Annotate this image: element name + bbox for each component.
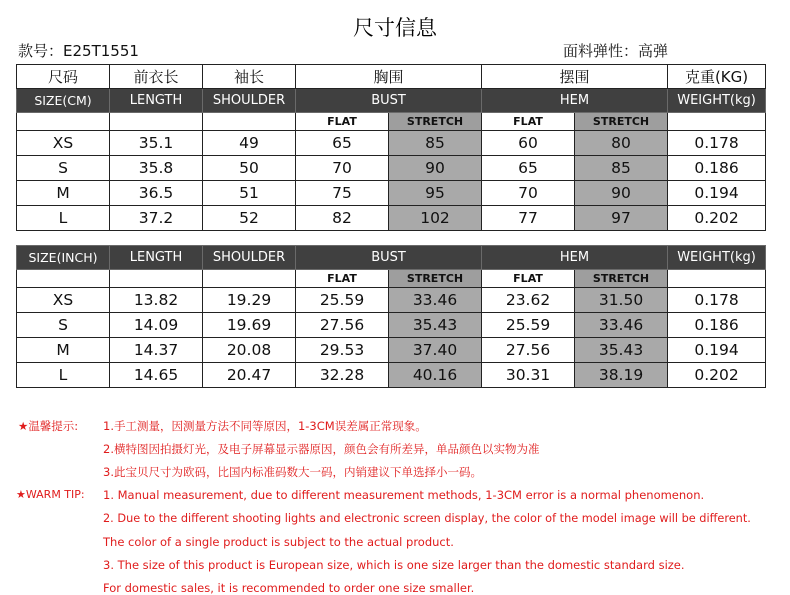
en-note-line: For domestic sales, it is recommended to order one size smaller. [103, 581, 475, 595]
bust-stretch-cell: 90 [389, 156, 482, 181]
length-cell: 36.5 [110, 181, 203, 206]
table-row [17, 181, 766, 206]
length-cell: 13.82 [110, 288, 203, 313]
table-row [17, 156, 766, 181]
length-cell: 14.37 [110, 338, 203, 363]
shoulder-cell: 49 [203, 131, 296, 156]
size-cell: M [17, 338, 110, 363]
en-note-line: 1. Manual measurement, due to different measurement methods, 1-3CM error is a normal phenomenon. [103, 488, 705, 502]
header-bust: BUST [296, 89, 482, 113]
sub-header-row [17, 270, 766, 288]
header-shoulder: SHOULDER [203, 246, 296, 270]
en-header-row [17, 89, 766, 113]
shoulder-cell: 20.08 [203, 338, 296, 363]
shoulder-cell: 52 [203, 206, 296, 231]
bust-stretch-cell: 95 [389, 181, 482, 206]
fabric-elasticity: 面料弹性：高弹 [563, 42, 669, 60]
bust-stretch-cell: 102 [389, 206, 482, 231]
sub-header-stretch: STRETCH [575, 113, 668, 131]
star-icon: ★ [18, 419, 29, 433]
size-cell: XS [17, 131, 110, 156]
cn-header-row [17, 65, 766, 89]
hem-flat-cell: 30.31 [482, 363, 575, 388]
sub-header-row [17, 113, 766, 131]
hem-flat-cell: 25.59 [482, 313, 575, 338]
shoulder-cell: 19.29 [203, 288, 296, 313]
cn-note-line: 1.手工测量，因测量方法不同等原因，1-3CM误差属正常现象。 [103, 419, 427, 433]
bust-flat-cell: 29.53 [296, 338, 389, 363]
hem-flat-cell: 27.56 [482, 338, 575, 363]
table-row [17, 206, 766, 231]
hem-flat-cell: 77 [482, 206, 575, 231]
bust-stretch-cell: 40.16 [389, 363, 482, 388]
hem-flat-cell: 65 [482, 156, 575, 181]
page-title: 尺寸信息 [353, 16, 437, 40]
hem-flat-cell: 70 [482, 181, 575, 206]
header-length: LENGTH [110, 89, 203, 113]
shoulder-cell: 50 [203, 156, 296, 181]
weight-cell: 0.186 [668, 313, 766, 338]
header-bust: BUST [296, 246, 482, 270]
size-cell: S [17, 156, 110, 181]
bust-stretch-cell: 33.46 [389, 288, 482, 313]
hem-stretch-cell: 80 [575, 131, 668, 156]
en-note-line: 3. The size of this product is European size, which is one size larger than the domestic standard size. [103, 558, 685, 572]
hem-stretch-cell: 38.19 [575, 363, 668, 388]
cn-header-size: 尺码 [17, 65, 110, 89]
length-cell: 35.8 [110, 156, 203, 181]
en-tip-label: ★WARM TIP: [16, 488, 85, 501]
header-weight: WEIGHT(kg) [668, 89, 766, 113]
length-cell: 14.65 [110, 363, 203, 388]
sub-header-flat: FLAT [296, 113, 389, 131]
hem-flat-cell: 23.62 [482, 288, 575, 313]
cn-header-sleeve: 袖长 [203, 65, 296, 89]
bust-stretch-cell: 35.43 [389, 313, 482, 338]
cn-tip-label: ★温馨提示: [18, 419, 79, 433]
cn-header-length: 前衣长 [110, 65, 203, 89]
sub-header-flat: FLAT [482, 113, 575, 131]
table-row [17, 363, 766, 388]
bust-stretch-cell: 85 [389, 131, 482, 156]
star-icon: ★ [16, 488, 26, 501]
shoulder-cell: 20.47 [203, 363, 296, 388]
sub-header-flat: FLAT [296, 270, 389, 288]
bust-flat-cell: 70 [296, 156, 389, 181]
table-row [17, 313, 766, 338]
header-shoulder: SHOULDER [203, 89, 296, 113]
size-cell: L [17, 206, 110, 231]
bust-flat-cell: 82 [296, 206, 389, 231]
en-header-row [17, 246, 766, 270]
en-note-line: 2. Due to the different shooting lights and electronic screen display, the color of the model image will be different. [103, 512, 751, 525]
hem-stretch-cell: 35.43 [575, 338, 668, 363]
weight-cell: 0.178 [668, 131, 766, 156]
header-hem: HEM [482, 89, 668, 113]
weight-cell: 0.194 [668, 338, 766, 363]
cn-note-line: 3.此宝贝尺寸为欧码，比国内标准码数大一码，内销建议下单选择小一码。 [103, 465, 482, 479]
bust-flat-cell: 25.59 [296, 288, 389, 313]
weight-cell: 0.202 [668, 363, 766, 388]
weight-cell: 0.178 [668, 288, 766, 313]
sub-header-stretch: STRETCH [389, 113, 482, 131]
shoulder-cell: 19.69 [203, 313, 296, 338]
cn-header-hem: 摆围 [482, 65, 668, 89]
table-row [17, 131, 766, 156]
cn-header-bust: 胸围 [296, 65, 482, 89]
hem-stretch-cell: 31.50 [575, 288, 668, 313]
bust-flat-cell: 65 [296, 131, 389, 156]
header-size: SIZE(CM) [17, 89, 110, 113]
table-row [17, 288, 766, 313]
style-number: 款号：E25T1551 [18, 42, 139, 60]
length-cell: 14.09 [110, 313, 203, 338]
hem-stretch-cell: 90 [575, 181, 668, 206]
length-cell: 35.1 [110, 131, 203, 156]
header-weight: WEIGHT(kg) [668, 246, 766, 270]
bust-stretch-cell: 37.40 [389, 338, 482, 363]
table-row [17, 338, 766, 363]
bust-flat-cell: 32.28 [296, 363, 389, 388]
cn-header-weight: 克重(KG) [668, 65, 766, 89]
shoulder-cell: 51 [203, 181, 296, 206]
cn-note-line: 2.横特图因拍摄灯光，及电子屏幕显示器原因，颜色会有所差异，单品颜色以实物为准 [103, 442, 540, 456]
bust-flat-cell: 27.56 [296, 313, 389, 338]
hem-stretch-cell: 97 [575, 206, 668, 231]
header-length: LENGTH [110, 246, 203, 270]
sub-header-stretch: STRETCH [389, 270, 482, 288]
weight-cell: 0.194 [668, 181, 766, 206]
size-cell: XS [17, 288, 110, 313]
header-hem: HEM [482, 246, 668, 270]
sub-header-stretch: STRETCH [575, 270, 668, 288]
en-note-line: The color of a single product is subject to the actual product. [103, 535, 454, 549]
size-table-inch [16, 245, 766, 388]
sub-header-flat: FLAT [482, 270, 575, 288]
size-table-cm [16, 64, 766, 231]
weight-cell: 0.202 [668, 206, 766, 231]
hem-flat-cell: 60 [482, 131, 575, 156]
weight-cell: 0.186 [668, 156, 766, 181]
size-cell: M [17, 181, 110, 206]
size-cell: L [17, 363, 110, 388]
size-cell: S [17, 313, 110, 338]
length-cell: 37.2 [110, 206, 203, 231]
header-size: SIZE(INCH) [17, 246, 110, 270]
hem-stretch-cell: 33.46 [575, 313, 668, 338]
hem-stretch-cell: 85 [575, 156, 668, 181]
bust-flat-cell: 75 [296, 181, 389, 206]
